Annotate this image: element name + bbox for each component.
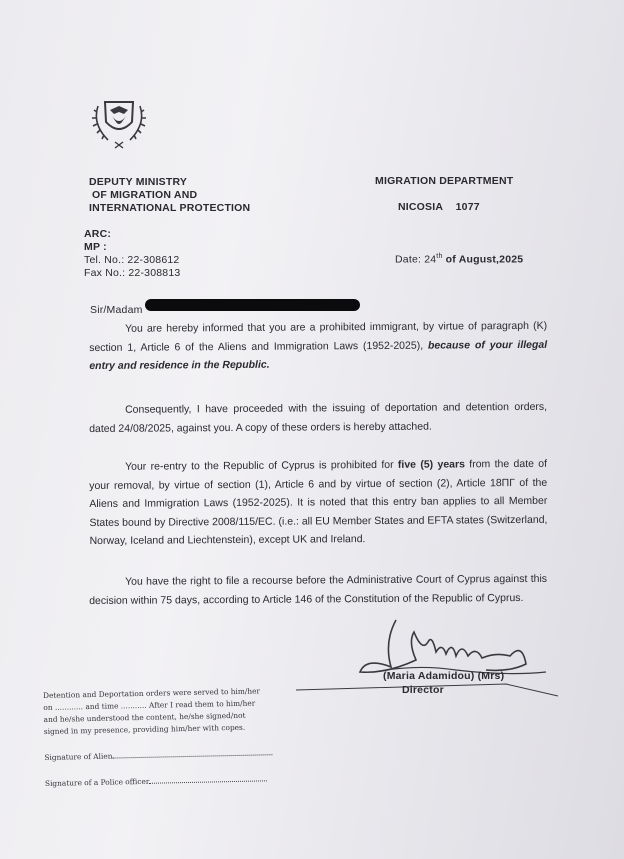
paragraph-recourse	[89, 570, 547, 610]
postcode: 1077	[455, 201, 480, 213]
service-stamp	[43, 685, 295, 790]
alien-signature-line	[112, 748, 272, 758]
tel-number: Tel. No.: 22-308612	[84, 254, 180, 266]
salutation: Sir/Madam	[90, 304, 143, 316]
paragraph-entry-ban	[89, 455, 548, 551]
contact-block	[84, 228, 180, 280]
stamp-line-3: and he/she understood the content, he/she signed/not	[43, 710, 246, 724]
alien-signature-field	[44, 747, 294, 764]
paragraph-deportation-orders	[89, 398, 547, 438]
stamp-line-4: signed in my presence, providing him/her with copes.	[43, 722, 246, 736]
date-prefix: Date: 24	[395, 253, 437, 266]
p3-text-a: Your re-entry to the Republic of Cyprus is prohibited for	[125, 458, 398, 473]
fax-number: Fax No.: 22-308813	[84, 267, 181, 279]
paragraph-prohibited-immigrant	[89, 317, 547, 376]
redaction-bar	[145, 299, 360, 311]
arc-label: ARC:	[84, 228, 112, 240]
ministry-line-1: DEPUTY MINISTRY	[89, 176, 188, 188]
department-address	[398, 201, 480, 214]
stamp-line-1: Detention and Deportation orders were served to him/her	[43, 686, 261, 700]
ministry-line-3: INTERNATIONAL PROTECTION	[89, 202, 251, 214]
p1-text: You are hereby informed that you are a prohibited immigrant, by virtue of paragraph (K) section 1, Article 6 of the Aliens and Immigration Laws (1952-2025),	[89, 319, 548, 354]
p3-ban-period: five (5) years	[397, 458, 465, 471]
signatory-name: (Maria Adamidou) (Mrs)	[383, 670, 505, 682]
alien-signature-label: Signature of Alien	[44, 751, 113, 762]
p4-text: You have the right to file a recourse before the Administrative Court of Cyprus against this decision within 75 days, according to Article 146 of the Constitution of the Republic of Cyprus.	[89, 572, 548, 607]
ministry-line-2: OF MIGRATION AND	[92, 189, 198, 201]
date-suffix: th	[436, 253, 443, 260]
signatory-role: Director	[402, 684, 444, 696]
date-rest: of August,2025	[442, 253, 524, 266]
cyprus-coat-of-arms-icon	[88, 92, 150, 154]
stamp-line-2: on ............ and time ........... After I read them to him/her	[43, 698, 256, 712]
p1-emphasis: because of your illegal entry and residence in the Republic.	[89, 338, 548, 373]
police-signature-line	[149, 774, 267, 783]
police-signature-label: Signature of a Police officer	[44, 776, 150, 788]
mp-label: MP :	[84, 241, 107, 253]
ministry-header	[89, 176, 250, 215]
department-title: MIGRATION DEPARTMENT	[375, 175, 514, 187]
letter-date	[395, 250, 523, 267]
p2-text: Consequently, I have proceeded with the issuing of deportation and detention orders, dated 24/08/2025, against you. A copy of these orders is hereby attached.	[89, 400, 548, 435]
city: NICOSIA	[398, 201, 444, 213]
p3-text-b: from the date of your removal, by virtue of section (1), Article 6 and by virtue of section (2), Article 18ΠΓ of the Aliens and Immigration Laws (1952-2025). It is noted that this entry ban applies to all Member States bound by Directive 2008/115/EC. (i.e.: all EU Member States and EFTA states (Switzerland, Norway, Iceland and Liechtenstein), except UK and Ireland.	[89, 457, 548, 548]
police-signature-field	[45, 773, 295, 790]
